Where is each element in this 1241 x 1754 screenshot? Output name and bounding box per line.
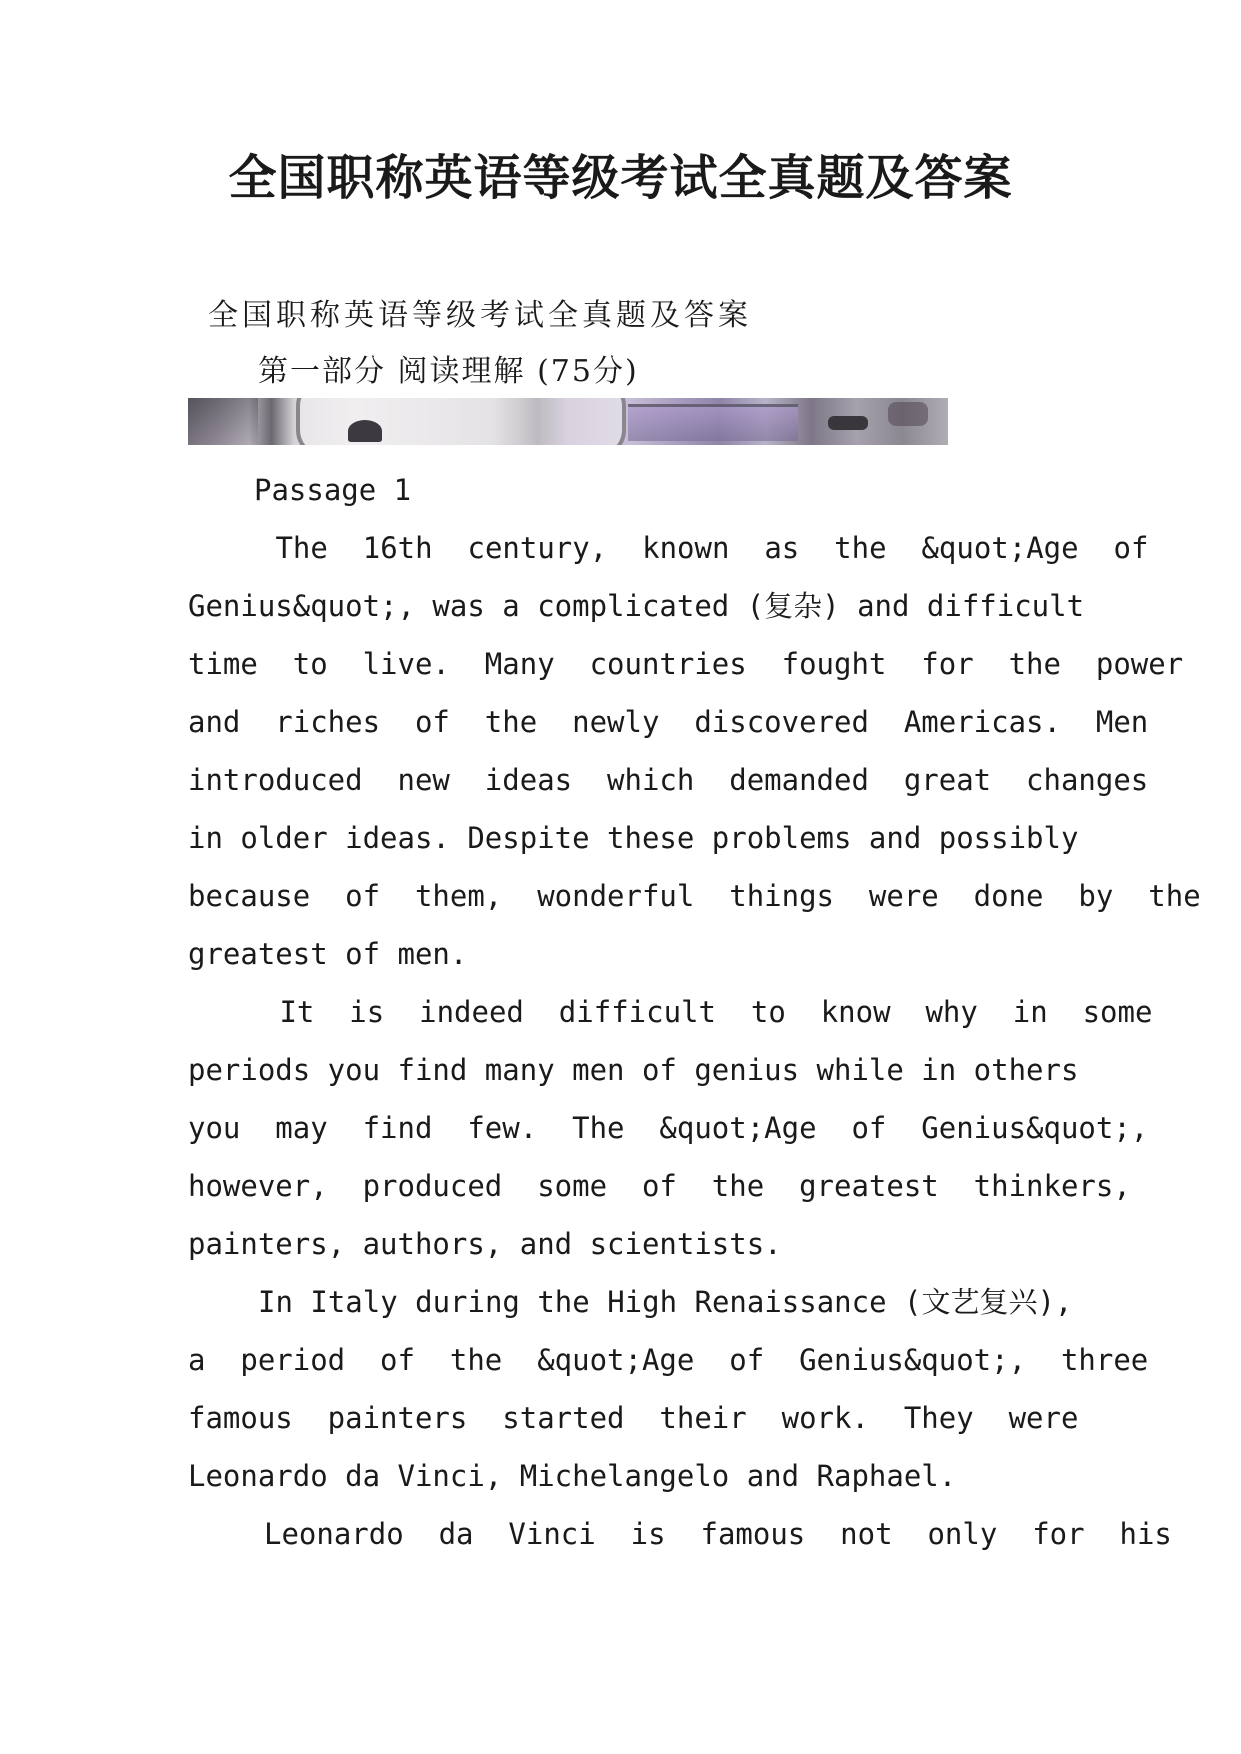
banner-object	[828, 416, 868, 430]
passage-line: you may find few. The &quot;Age of Genius&quot;,	[188, 1111, 1149, 1145]
passage-line: in older ideas. Despite these problems and possibly	[188, 821, 1079, 855]
passage-line: In Italy during the High Renaissance (文艺复兴),	[258, 1285, 1073, 1319]
banner-object-2	[888, 402, 928, 426]
passage-line: time to live. Many countries fought for the power	[188, 647, 1184, 681]
passage-line: famous painters started their work. They were	[188, 1401, 1079, 1435]
passage-line: It is indeed difficult to know why in some	[262, 995, 1153, 1029]
section-heading: 第一部分 阅读理解 (75分)	[258, 354, 639, 389]
banner-frame	[296, 398, 626, 445]
passage-line: Leonardo da Vinci is famous not only for his	[264, 1517, 1172, 1551]
passage-line: because of them, wonderful things were done by the	[188, 879, 1201, 913]
passage-line: however, produced some of the greatest thinkers,	[188, 1169, 1131, 1203]
banner-knob	[348, 420, 382, 442]
passage-label: Passage 1	[254, 473, 412, 507]
passage-line: greatest of men.	[188, 937, 468, 971]
document-title: 全国职称英语等级考试全真题及答案	[228, 150, 1013, 206]
passage-line: a period of the &quot;Age of Genius&quot;, three	[188, 1343, 1149, 1377]
banner-shade	[188, 398, 258, 445]
passage-line: The 16th century, known as the &quot;Age of	[258, 531, 1149, 565]
banner-block	[628, 404, 798, 441]
passage-line: painters, authors, and scientists.	[188, 1227, 782, 1261]
passage-line: Leonardo da Vinci, Michelangelo and Raphael.	[188, 1459, 957, 1493]
passage-line: periods you find many men of genius while in others	[188, 1053, 1079, 1087]
passage-line: Genius&quot;, was a complicated (复杂) and difficult	[188, 589, 1085, 623]
document-subtitle: 全国职称英语等级考试全真题及答案	[208, 298, 752, 333]
passage-line: and riches of the newly discovered Americas. Men	[188, 705, 1149, 739]
banner-image	[188, 398, 948, 445]
passage-line: introduced new ideas which demanded great changes	[188, 763, 1149, 797]
